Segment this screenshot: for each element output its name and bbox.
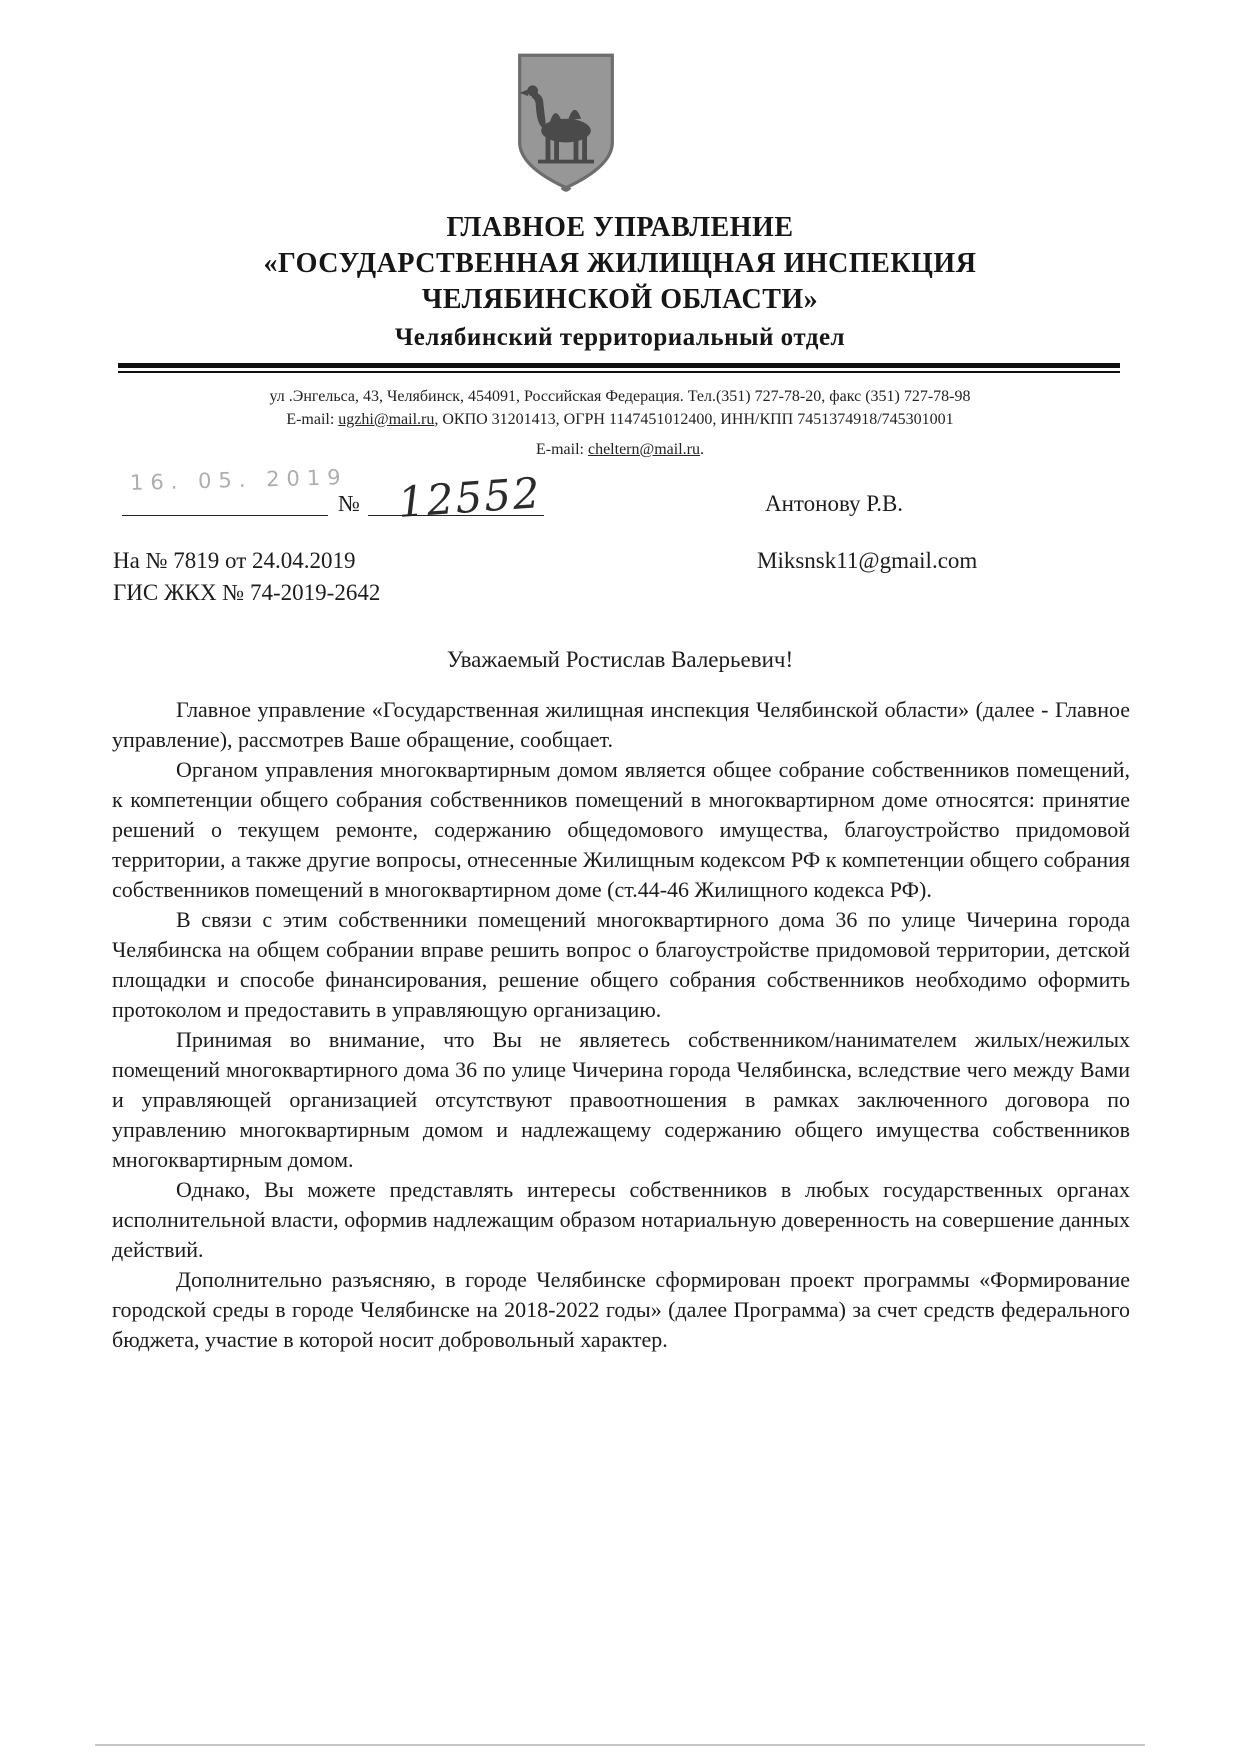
- coat-of-arms: [507, 52, 625, 192]
- date-stamp: 16. 05. 2019: [129, 465, 348, 495]
- letter-paragraph: Главное управление «Государственная жилищная инспекция Челябинской области» (далее - Главное управление), рассмотрев Ваше обращение, сообщает.: [112, 697, 1130, 752]
- letterhead: [0, 210, 1240, 358]
- letter-paragraph: Принимая во внимание, что Вы не являетесь собственником/нанимателем жилых/нежилых помещений многоквартирного дома 36 по улице Чичерина города Челябинска, вследствие чего между Вами и управляющей организацией отсутствуют правоотношения в рамках заключенного договора по управлению многоквартирным домом и надлежащему содержанию общего имущества собственников многоквартирным домом.: [112, 1027, 1130, 1172]
- gis-reference: ГИС ЖКХ № 74-2019-2642: [113, 580, 381, 605]
- letter-paragraph: Однако, Вы можете представлять интересы собственников в любых государственных органах исполнительной власти, оформив надлежащим образом нотариальную доверенность на совершение данных действий.: [112, 1177, 1130, 1262]
- date-blank-line: [122, 497, 328, 516]
- letterhead-divider: [118, 363, 1120, 373]
- email1-label: E-mail:: [286, 411, 335, 428]
- number-sign: №: [338, 491, 360, 516]
- org-name-line-1: ГЛАВНОЕ УПРАВЛЕНИЕ: [446, 212, 794, 243]
- outgoing-number-handwritten: 12552: [396, 468, 544, 527]
- letter-body: [112, 695, 1130, 1355]
- org-name-line-3: ЧЕЛЯБИНСКОЙ ОБЛАСТИ»: [421, 284, 819, 315]
- org-department: Челябинский территориальный отдел: [394, 324, 846, 351]
- letter-paragraph: Органом управления многоквартирным домом является общее собрание собственников помещений, к компетенции общего собрания собственников помещений в многоквартирном доме относятся: принятие решений о текущем ремонте, содержанию общедомового имущества, благоустройство придомовой территории, а также другие вопросы, отнесенные Жилищным кодексом РФ к компетенции общего собрания собственников помещений в многоквартирном доме (ст.44-46 Жилищного кодекса РФ).: [112, 757, 1130, 902]
- org-name-line-2: «ГОСУДАРСТВЕННАЯ ЖИЛИЩНАЯ ИНСПЕКЦИЯ: [263, 248, 977, 279]
- addressee-email: Miksnsk11@gmail.com: [757, 548, 978, 573]
- contact-email-secondary: cheltern@mail.ru: [587, 441, 700, 458]
- salutation: Уважаемый Ростислав Валерьевич!: [446, 647, 794, 672]
- letter-paragraph: В связи с этим собственники помещений многоквартирного дома 36 по улице Чичерина города Челябинска на общем собрании вправе решить вопрос о благоустройстве придомовой территории, детской площадки и способе финансирования, решение общего собрания собственников необходимо оформить протоколом и предоставить в управляющую организацию.: [112, 907, 1130, 1022]
- camel-emblem-icon: [507, 52, 625, 192]
- email2-suffix: .: [700, 441, 704, 458]
- letter-paragraph: Дополнительно разъясняю, в городе Челябинске сформирован проект программы «Формирование городской среды в городе Челябинске на 2018-2022 годы» (далее Программа) за счет средств федерального бюджета, участие в которой носит добровольный характер.: [112, 1267, 1130, 1352]
- contact-registry-line: [120, 408, 1120, 431]
- contact-address: ул .Энгельса, 43, Челябинск, 454091, Российская Федерация. Тел.(351) 727-78-20, факс (351) 727-78-98: [269, 388, 971, 405]
- email2-label: E-mail:: [535, 441, 584, 458]
- contact-email-primary: ugzhi@mail.ru: [338, 411, 435, 428]
- addressee-name: Антонову Р.В.: [765, 491, 904, 516]
- scan-edge-artifact: [95, 1744, 1145, 1746]
- contact-block: [120, 385, 1120, 461]
- contact-secondary-line: [120, 438, 1120, 461]
- number-blank-line: [368, 497, 544, 516]
- contact-registry: , ОКПО 31201413, ОГРН 1147451012400, ИНН/КПП 7451374918/745301001: [434, 411, 954, 428]
- reply-reference: На № 7819 от 24.04.2019: [113, 548, 356, 573]
